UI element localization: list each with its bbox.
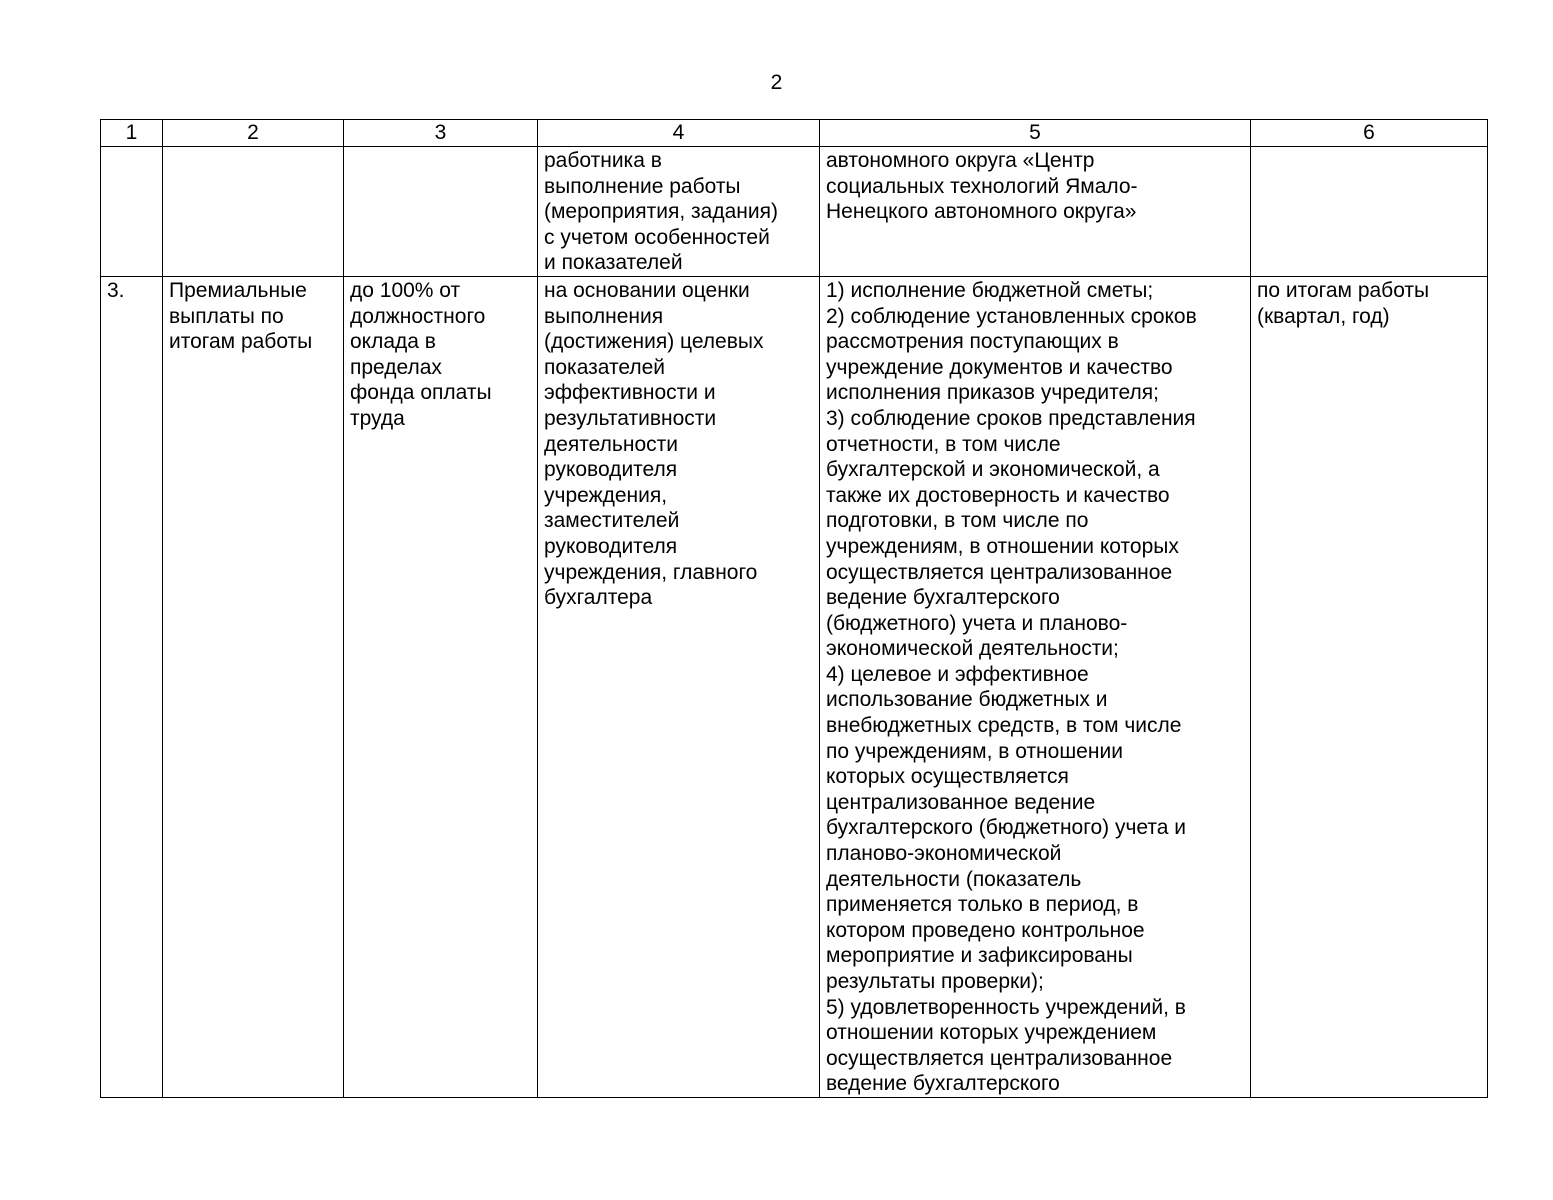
column-header-3: 3 [344, 120, 538, 147]
column-number-row [101, 120, 1488, 147]
payment-amount-cell: до 100% от должностного оклада в пределах фонда оплаты труда [344, 276, 538, 1097]
page-number: 2 [770, 71, 783, 94]
column-header-5: 5 [820, 120, 1251, 147]
column-header-1: 1 [101, 120, 163, 147]
row-number-cell [101, 147, 163, 277]
payment-period-cell [1251, 147, 1488, 277]
column-header-2: 2 [163, 120, 344, 147]
table-row [101, 276, 1488, 1097]
payment-criteria-cell: 1) исполнение бюджетной сметы; 2) соблюдение установленных сроков рассмотрения поступающих в учреждение документов и качество исполнения приказов учредителя; 3) соблюдение сроков представления отчетности, в том числе бухгалтерской и экономической, а также их достоверность и качество подготовки, в том числе по учреждениям, в отношении которых осуществляется централизованное ведение бухгалтерского (бюджетного) учета и планово- экономической деятельности; 4) целевое и эффективное использование бюджетных и внебюджетных средств, в том числе по учреждениям, в отношении которых осуществляется централизованное ведение бухгалтерского (бюджетного) учета и планово-экономической деятельности (показатель применяется только в период, в котором проведено контрольное мероприятие и зафиксированы результаты проверки); 5) удовлетворенность учреждений, в отношении которых учреждением осуществляется централизованное ведение бухгалтерского [820, 276, 1251, 1097]
bonus-table [100, 119, 1488, 1098]
payment-name-cell [163, 147, 344, 277]
payment-amount-cell [344, 147, 538, 277]
payment-criteria-cell: автономного округа «Центр социальных технологий Ямало- Ненецкого автономного округа» [820, 147, 1251, 277]
payment-basis-cell: на основании оценки выполнения (достижения) целевых показателей эффективности и результативности деятельности руководителя учреждения, заместителей руководителя учреждения, главного бухгалтера [538, 276, 820, 1097]
row-number-cell: 3. [101, 276, 163, 1097]
column-header-4: 4 [538, 120, 820, 147]
payment-name-cell: Премиальные выплаты по итогам работы [163, 276, 344, 1097]
column-header-6: 6 [1251, 120, 1488, 147]
payment-period-cell: по итогам работы (квартал, год) [1251, 276, 1488, 1097]
table-row [101, 147, 1488, 277]
payment-basis-cell: работника в выполнение работы (мероприятия, задания) с учетом особенностей и показателей [538, 147, 820, 277]
